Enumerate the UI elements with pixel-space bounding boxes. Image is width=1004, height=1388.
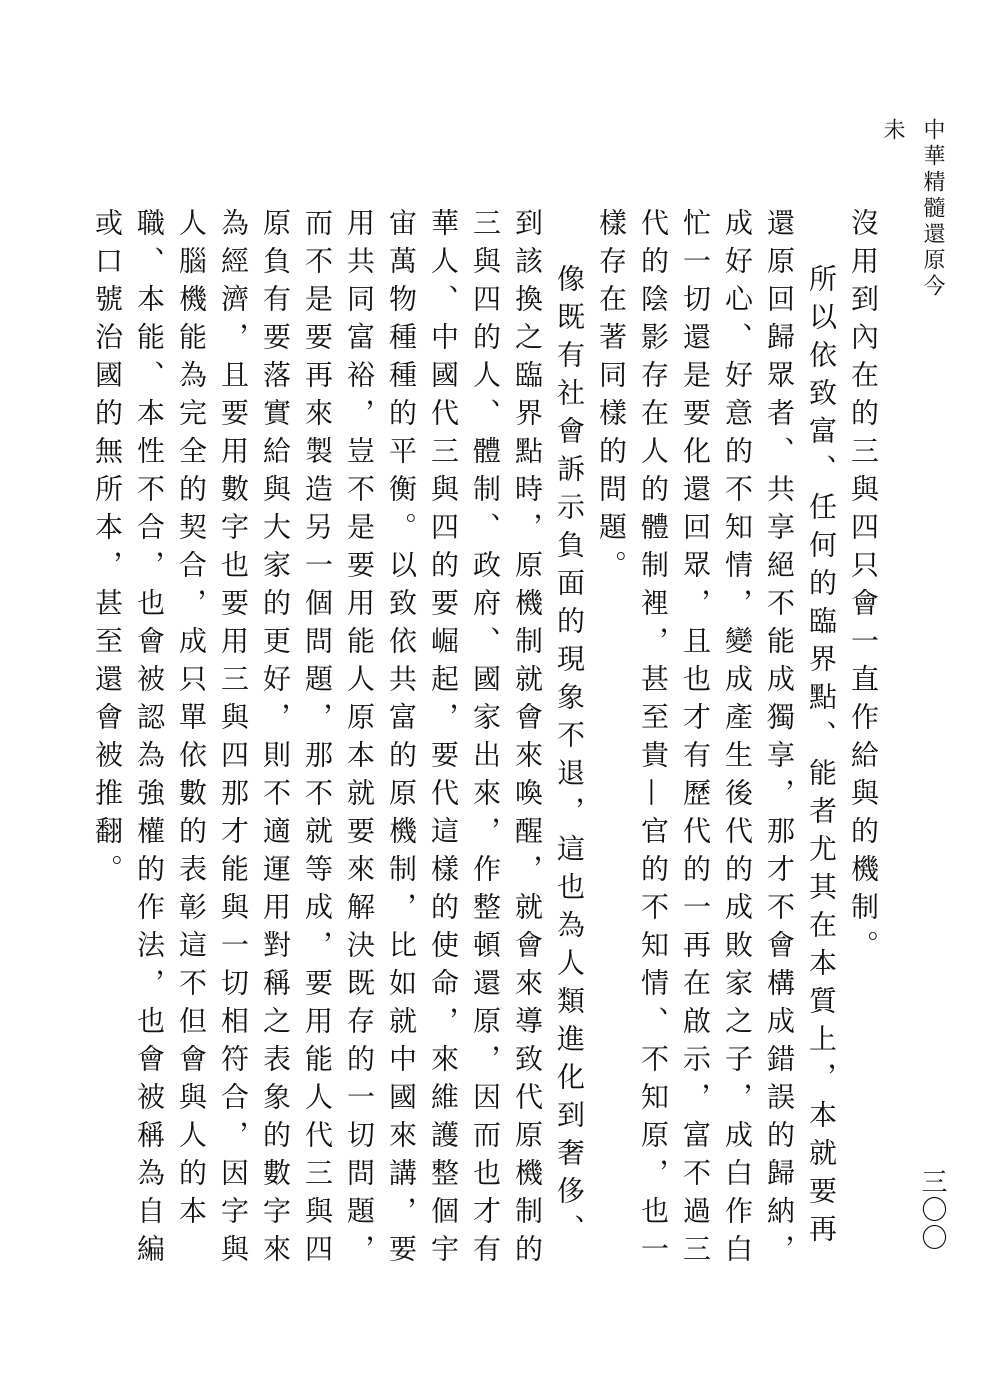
text-body (91, 208, 884, 1288)
running-head: 中華精髓還原今未 (880, 118, 945, 300)
paragraph-3: 像既有社會訴示負面的現象不退，這也為人類進化到奢侈、到該換之臨界點時，原機制就會來喚醒，就會來導致代原機制的三與四的人、體制、政府、國家出來，作整頓還原，因而也才有華人、中國代三與四的要崛起，要代這樣的使命，來維護整個宇宙萬物種種的平衡。以致依共富的原機制，比如就中國來講，要用共同富裕，豈不是要用能人原本就要來解決既存的一切問題，而不是要再來製造另一個問題，那不就等成，要用能人代三與四原負有要落實給與大家的更好，則不適運用對稱之表象的數字來為經濟，且要用數字也要用三與四那才能與一切相符合，因字與人腦機能為完全的契合，成只單依數的表彰這不但會與人的本職、本能、本性不合，也會被認為強權的作法，也會被稱為自編或口號治國的無所本，甚至還會被推翻。 (91, 208, 586, 1272)
page-number: 三〇〇 (917, 1168, 947, 1252)
paragraph-2: 所以依致富、任何的臨界點、能者尤其在本質上，本就要再還原回歸眾者、共享絕不能成獨享，那才不會構成錯誤的歸納，成好心、好意的不知情，變成產生後代的成敗家之子，成白作白忙一切還是要化還回眾，且也才有歷代的一再在啟示，富不過三代的陰影存在人的體制裡，甚至貴—官的不知情、不知原，也一樣存在著同樣的問題。 (595, 208, 838, 1272)
paragraph-1: 沒用到內在的三與四只會一直作給與的機制。 (847, 208, 880, 968)
